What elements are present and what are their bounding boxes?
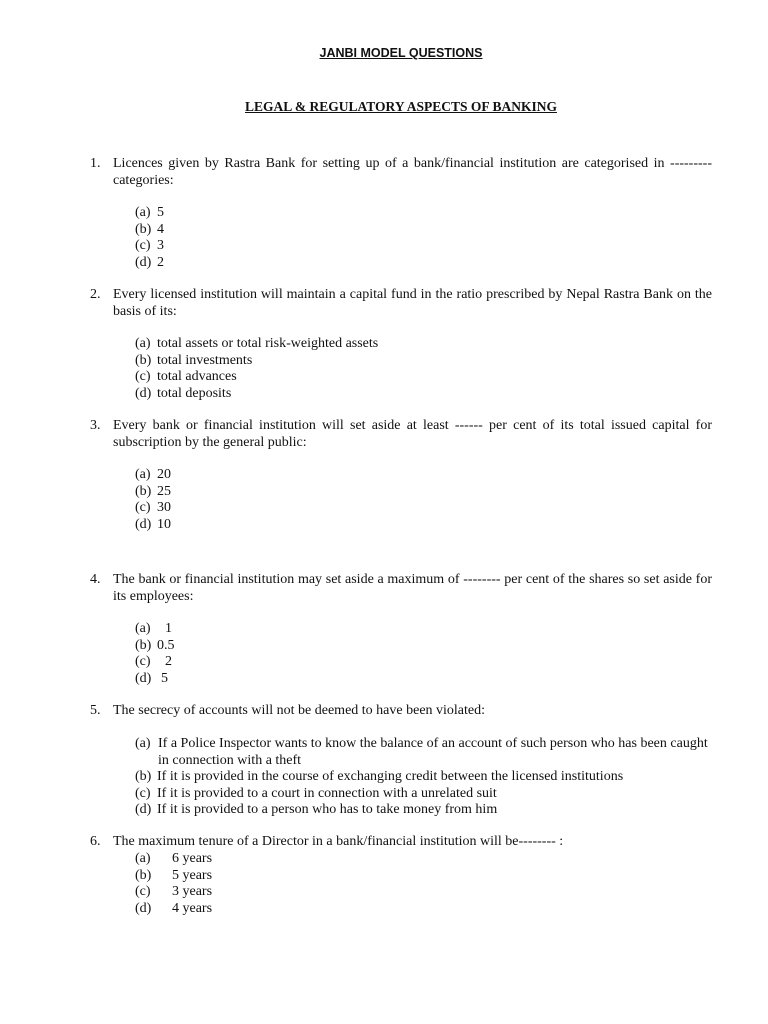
option-label: (b) (135, 221, 152, 237)
option-label: (b) (135, 769, 152, 784)
option-text: If it is provided in the course of exchanging credit between the licensed institutions (157, 769, 624, 784)
question-1 (90, 156, 712, 189)
option-label: (d) (135, 802, 152, 817)
option-text: 4 years (172, 900, 213, 916)
option-label: (c) (135, 884, 151, 899)
question-4 (90, 572, 712, 605)
option-text: 4 (157, 221, 164, 237)
option-d (135, 255, 715, 272)
option-label: (a) (135, 205, 151, 220)
option-b (135, 868, 715, 885)
option-c (135, 500, 715, 517)
option-a (135, 467, 715, 484)
option-label: (b) (135, 637, 152, 653)
question-text: The maximum tenure of a Director in a bank/financial institution will be-------- : (113, 834, 564, 849)
option-text: 5 (161, 670, 168, 686)
question-number: 5. (90, 703, 101, 718)
document-subtitle: LEGAL & REGULATORY ASPECTS OF BANKING (245, 99, 557, 114)
question-2-options (135, 336, 715, 402)
question-text: Every licensed institution will maintain a capital fund in the ratio prescribed by Nepal Rastra Bank on the basis of its: (113, 287, 712, 319)
option-label: (a) (135, 621, 151, 636)
option-c (135, 654, 715, 671)
option-text: If a Police Inspector wants to know the balance of an account of such person who has been caught in connection with a theft (158, 736, 708, 768)
option-a (135, 205, 715, 222)
option-label: (a) (135, 736, 151, 751)
option-b (135, 638, 715, 655)
option-d (135, 386, 715, 403)
option-text: If it is provided to a person who has to take money from him (157, 802, 498, 817)
option-b (135, 484, 715, 501)
question-5 (90, 703, 712, 720)
question-text: The bank or financial institution may set aside a maximum of -------- per cent of the shares so set aside for its employees: (113, 572, 712, 604)
option-label: (a) (135, 336, 151, 351)
option-text: total deposits (157, 385, 232, 401)
option-text: 5 years (172, 867, 213, 883)
option-label: (b) (135, 867, 152, 883)
option-text: total assets or total risk-weighted assets (157, 336, 379, 351)
question-number: 1. (90, 156, 101, 171)
question-3-options (135, 467, 715, 533)
option-text: 3 years (172, 884, 213, 899)
question-2 (90, 287, 712, 320)
question-6-options (135, 851, 715, 917)
option-label: (d) (135, 900, 152, 916)
question-text: Every bank or financial institution will set aside at least ------ per cent of its total issued capital for subscription by the general public: (113, 418, 712, 450)
option-label: (d) (135, 670, 152, 686)
option-text: 5 (157, 205, 164, 220)
option-d (135, 901, 715, 918)
document-title: JANBI MODEL QUESTIONS (319, 46, 483, 60)
option-text: 30 (157, 500, 171, 515)
option-text: 0.5 (157, 637, 175, 653)
option-text: 20 (157, 467, 171, 482)
option-label: (c) (135, 238, 151, 253)
option-label: (d) (135, 254, 152, 270)
option-a (135, 621, 715, 638)
question-number: 2. (90, 287, 101, 302)
question-5-options (135, 736, 715, 819)
option-text: 2 (157, 254, 164, 270)
option-d (135, 802, 715, 819)
option-a (135, 736, 715, 769)
option-label: (b) (135, 352, 152, 368)
option-label: (c) (135, 500, 151, 515)
option-b (135, 353, 715, 370)
option-text: total advances (157, 369, 237, 384)
option-label: (b) (135, 483, 152, 499)
option-label: (d) (135, 385, 152, 401)
option-c (135, 369, 715, 386)
option-label: (c) (135, 369, 151, 384)
option-text: total investments (157, 352, 253, 368)
question-3 (90, 418, 712, 451)
question-4-options (135, 621, 715, 687)
option-label: (a) (135, 467, 151, 482)
option-a (135, 851, 715, 868)
question-number: 4. (90, 572, 101, 587)
question-text: Licences given by Rastra Bank for setting up of a bank/financial institution are categorised in --------- categories: (113, 156, 712, 188)
question-number: 3. (90, 418, 101, 433)
question-6 (90, 834, 712, 851)
question-number: 6. (90, 834, 101, 849)
question-text: The secrecy of accounts will not be deemed to have been violated: (113, 703, 486, 718)
question-1-options (135, 205, 715, 271)
option-label: (a) (135, 851, 151, 866)
option-b (135, 222, 715, 239)
option-b (135, 769, 715, 786)
option-label: (c) (135, 654, 151, 669)
option-text: 10 (157, 516, 171, 532)
option-text: 25 (157, 483, 171, 499)
option-text: If it is provided to a court in connection with a unrelated suit (157, 785, 497, 801)
option-a (135, 336, 715, 353)
option-d (135, 671, 715, 688)
option-text: 2 (165, 654, 172, 669)
option-text: 1 (165, 621, 172, 636)
option-label: (c) (135, 785, 151, 801)
option-c (135, 786, 715, 803)
option-d (135, 517, 715, 534)
option-label: (d) (135, 516, 152, 532)
option-c (135, 238, 715, 255)
option-text: 6 years (172, 851, 213, 866)
option-text: 3 (157, 238, 164, 253)
option-c (135, 884, 715, 901)
